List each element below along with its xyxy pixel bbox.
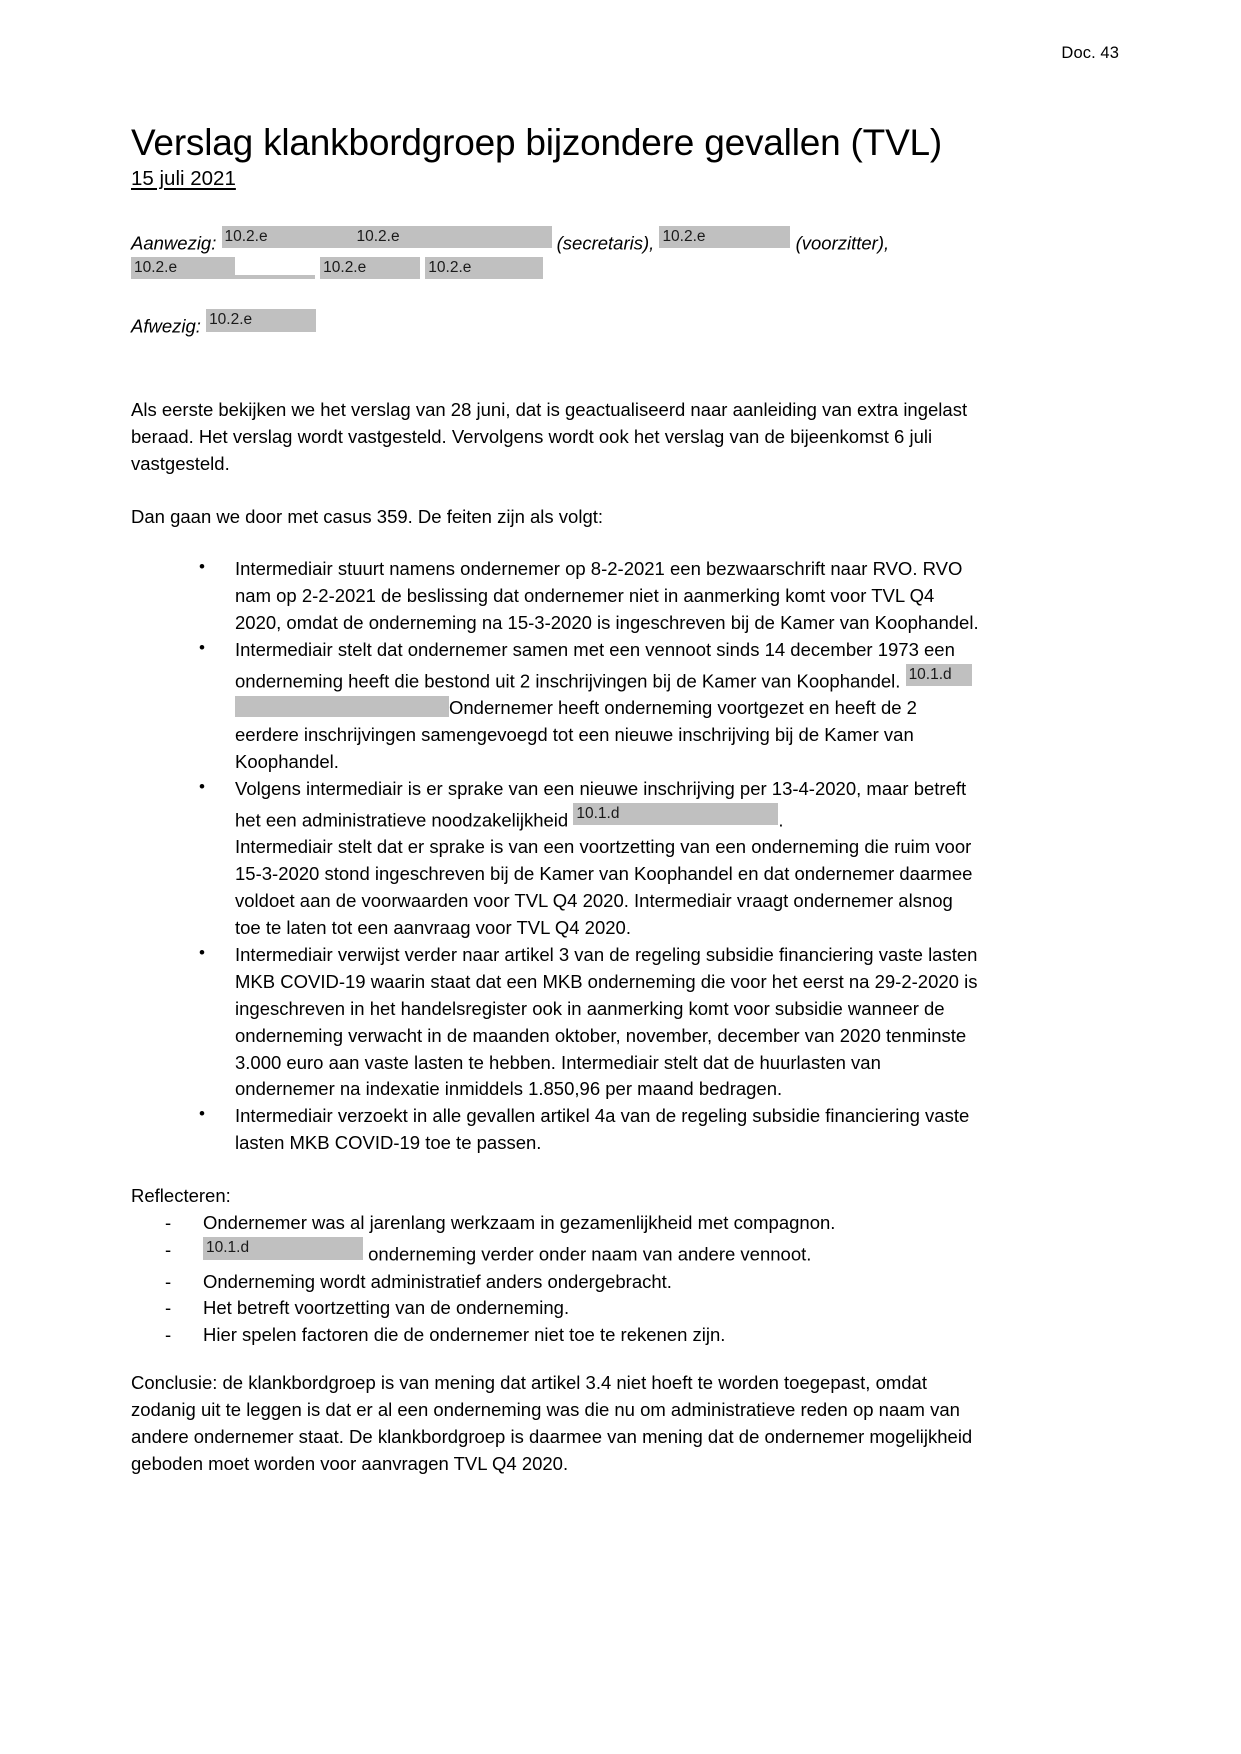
reflection-heading: Reflecteren: xyxy=(131,1185,231,1207)
attendance-present-label: Aanwezig: xyxy=(131,232,217,254)
redaction-block-10-2-e: 10.2.e xyxy=(659,226,790,249)
reflection-list xyxy=(131,1210,979,1349)
list-item xyxy=(165,1295,979,1322)
spacer xyxy=(131,340,979,396)
spacer xyxy=(131,477,979,503)
reflection-text: Het betreft voortzetting van de onderneming. xyxy=(203,1297,570,1319)
bullet-text: Intermediair stelt dat er sprake is van een voortzetting van een onderneming die ruim voor 15-3-2020 stond ingeschreven bij de Kamer van Koophandel en dat ondernemer daarmee voldoet aan de voorwaarden voor TVL Q4 2020. Intermediair vraagt ondernemer alsnog toe te laten tot een aanvraag voor TVL Q4 2020. xyxy=(235,836,973,939)
intro-paragraph: Als eerste bekijken we het verslag van 28 juni, dat is geactualiseerd naar aanleiding van extra ingelast beraad. Het verslag wordt vastgesteld. Vervolgens wordt ook het verslag van de bijeenkomst 6 juli vastgesteld. xyxy=(131,399,968,475)
case-intro-paragraph: Dan gaan we door met casus 359. De feiten zijn als volgt: xyxy=(131,506,604,528)
list-item xyxy=(199,637,979,776)
redaction-block-10-2-e: 10.2.e xyxy=(206,309,316,332)
bullet-text: . xyxy=(778,809,784,831)
bullet-text: Volgens intermediair is er sprake van een nieuwe inschrijving per 13-4-2020, maar betreft het een administratieve noodzakelijkheid xyxy=(235,777,967,831)
spacer xyxy=(131,1349,979,1369)
list-item xyxy=(165,1322,979,1349)
list-item xyxy=(199,556,979,637)
spacer xyxy=(131,1157,979,1183)
spacer xyxy=(131,530,979,556)
redaction-block-10-1-d: 10.1.d xyxy=(203,1237,363,1260)
bullet-text: Intermediair stelt dat ondernemer samen met een vennoot sinds 14 december 1973 een onderneming heeft die bestond uit 2 inschrijvingen bij de Kamer van Koophandel. xyxy=(235,638,955,692)
redaction-block-10-2-e: 10.2.e xyxy=(354,226,552,249)
attendance-present-line xyxy=(131,226,979,288)
reflection-text: Ondernemer was al jarenlang werkzaam in gezamenlijkheid met compagnon. xyxy=(203,1212,836,1234)
list-item xyxy=(199,776,979,942)
conclusion-paragraph: Conclusie: de klankbordgroep is van mening dat artikel 3.4 niet hoeft te worden toegepast, omdat zodanig uit te leggen is dat er al een onderneming was die nu om administratieve reden op naam van andere ondernemer staat. De klankbordgroep is daarmee van mening dat de ondernemer mogelijkheid geboden moet worden voor aanvragen TVL Q4 2020. xyxy=(131,1372,973,1475)
attendance-absent-label: Afwezig: xyxy=(131,315,201,337)
list-item xyxy=(199,942,979,1103)
list-item xyxy=(199,1103,979,1157)
bullet-text: Intermediair verwijst verder naar artikel 3 van de regeling subsidie financiering vaste lasten MKB COVID-19 waarin staat dat een MKB onderneming die voor het eerst na 29-2-2020 is ingeschreven in het handelsregister ook in aanmerking komt voor subsidie wanneer de onderneming verwacht in de maanden oktober, november, december van 2020 tenminste 3.000 euro aan vaste lasten te hebben. Intermediair stelt dat de huurlasten van ondernemer na indexatie inmiddels 1.850,96 per maand bedragen. xyxy=(235,943,978,1100)
role-chair-label: (voorzitter), xyxy=(795,232,890,254)
reflection-text: Onderneming wordt administratief anders ondergebracht. xyxy=(203,1270,672,1292)
reflection-text: onderneming verder onder naam van andere vennoot. xyxy=(368,1243,812,1265)
reflection-text: Hier spelen factoren die de ondernemer niet toe te rekenen zijn. xyxy=(203,1324,726,1346)
list-item xyxy=(165,1269,979,1296)
list-item xyxy=(165,1237,979,1269)
document-reference-label: Doc. 43 xyxy=(1061,44,1119,62)
document-content xyxy=(131,120,979,1477)
bullet-text: Ondernemer heeft onderneming voortgezet en heeft de 2 eerdere inschrijvingen samengevoegd tot een nieuwe inschrijving bij de Kamer van Koophandel. xyxy=(235,697,917,772)
page-subtitle-date: 15 juli 2021 xyxy=(131,167,236,191)
bullet-text: Intermediair stuurt namens ondernemer op 8-2-2021 een bezwaarschrift naar RVO. RVO nam op 2-2-2021 de beslissing dat ondernemer niet in aanmerking komt voor TVL Q4 2020, omdat de onderneming na 15-3-2020 is ingeschreven bij de Kamer van Koophandel. xyxy=(235,558,979,633)
redaction-block-continuation xyxy=(235,696,449,717)
redaction-block-10-2-e: 10.2.e xyxy=(131,257,235,280)
attendance-absent-line xyxy=(131,309,979,340)
redaction-block-10-2-e: 10.2.e xyxy=(425,257,543,280)
page-title: Verslag klankbordgroep bijzondere gevallen (TVL) xyxy=(131,122,943,163)
facts-bullet-list xyxy=(131,556,979,1157)
redaction-block-10-2-e: 10.2.e xyxy=(320,257,420,280)
redaction-block-10-1-d: 10.1.d xyxy=(906,664,972,687)
bullet-text: Intermediair verzoekt in alle gevallen artikel 4a van de regeling subsidie financiering vaste lasten MKB COVID-19 toe te passen. xyxy=(235,1105,970,1154)
list-item xyxy=(165,1210,979,1237)
role-secretary-label: (secretaris), xyxy=(556,232,655,254)
redaction-block-10-1-d: 10.1.d xyxy=(573,803,778,826)
redaction-block-10-2-e: 10.2.e xyxy=(222,226,354,249)
redaction-block-blank xyxy=(235,275,315,279)
